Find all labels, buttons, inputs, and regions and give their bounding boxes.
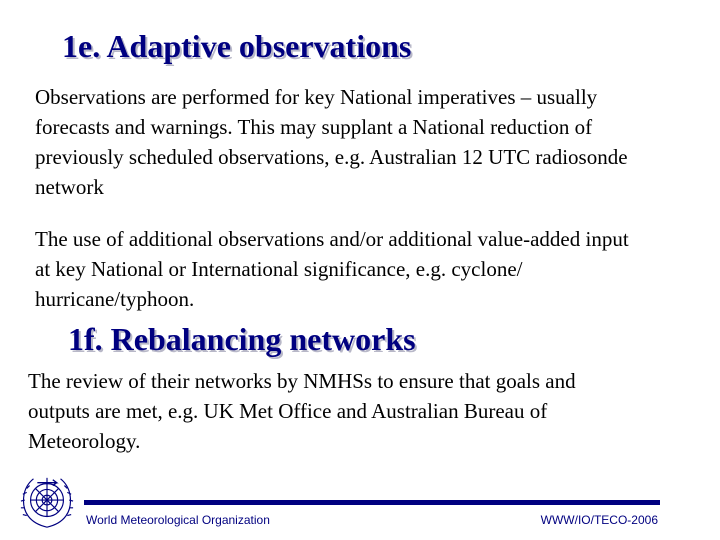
text-line: The use of additional observations and/or additional value-added input [35,227,629,251]
section-e-paragraph-2 [35,224,629,314]
section-e-title: 1e. Adaptive observations [62,28,412,64]
text-line: Observations are performed for key National imperatives – usually [35,85,598,109]
section-f-title: 1f. Rebalancing networks [68,321,416,357]
text-line: previously scheduled observations, e.g. Australian 12 UTC radiosonde [35,145,628,169]
text-line: network [35,175,104,199]
text-line: forecasts and warnings. This may supplant a National reduction of [35,115,593,139]
text-line: hurricane/typhoon. [35,287,195,311]
text-line: at key National or International significance, e.g. cyclone/ [35,257,523,281]
section-e-paragraph-1 [35,82,628,202]
footer-organization: World Meteorological Organization [86,513,270,527]
wmo-emblem-icon [18,473,76,531]
text-line: The review of their networks by NMHSs to ensure that goals and [28,369,576,393]
text-line: outputs are met, e.g. UK Met Office and Australian Bureau of [28,399,548,423]
footer-divider [84,500,660,505]
footer-reference: WWW/IO/TECO-2006 [540,513,658,527]
text-line: Meteorology. [28,429,141,453]
section-f-paragraph [28,366,576,456]
